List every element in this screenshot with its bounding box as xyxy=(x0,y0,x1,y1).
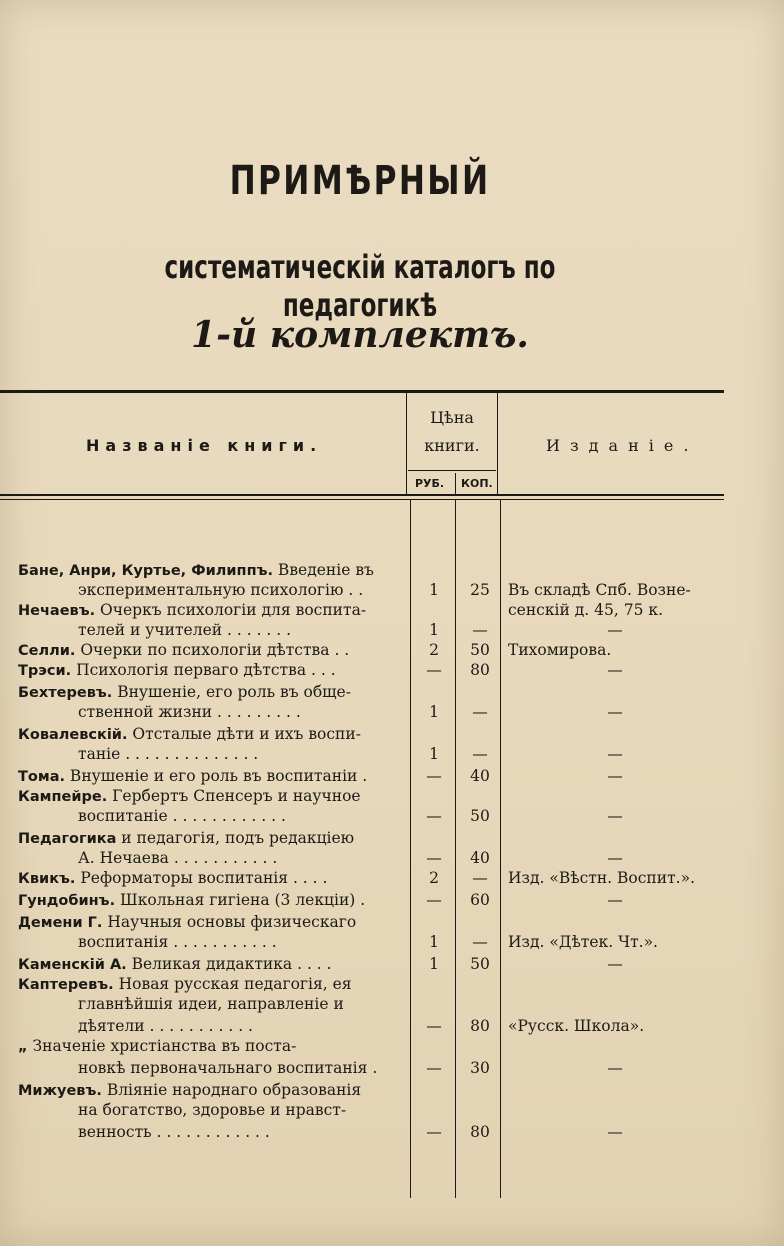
price-rub: 1 xyxy=(429,581,439,599)
table-row xyxy=(0,724,784,745)
price-kop: 25 xyxy=(470,581,490,599)
book-title-cell xyxy=(78,702,410,723)
price-kop: 80 xyxy=(470,1123,490,1141)
col-divider-price xyxy=(497,393,498,495)
book-title-cell xyxy=(78,1122,410,1143)
book-title-cell xyxy=(18,682,410,704)
edition-cell: — xyxy=(607,621,623,639)
book-title-cell xyxy=(78,620,410,641)
book-title-cell xyxy=(18,724,410,746)
book-title-cell xyxy=(18,954,410,976)
title-subtitle: систематическій каталогъ по педагогикѣ xyxy=(164,248,556,324)
book-author: Кампейре. xyxy=(18,789,108,805)
book-author: Демени Г. xyxy=(18,915,103,931)
book-author: Мижуевъ. xyxy=(18,1083,102,1099)
price-kop: 50 xyxy=(470,807,490,825)
price-rub: 1 xyxy=(429,703,439,721)
book-title: Новая русская педагогія, ея xyxy=(113,975,352,993)
price-rub: — xyxy=(426,767,442,785)
edition-cell: — xyxy=(607,703,623,721)
edition-cell: — xyxy=(607,849,623,867)
edition-cell: — xyxy=(607,661,623,679)
edition-cell: — xyxy=(607,767,623,785)
table-row xyxy=(0,682,784,703)
price-kop: 80 xyxy=(470,1017,490,1035)
book-author: Гундобинъ. xyxy=(18,893,116,909)
price-kop: 80 xyxy=(470,661,490,679)
book-title-cell xyxy=(18,560,410,582)
book-title-cell xyxy=(78,1016,410,1037)
table-row xyxy=(0,974,784,995)
book-title: воспитаніе . . . . . . . . . . . . xyxy=(78,807,286,825)
book-title-cell xyxy=(18,828,410,850)
book-title-cell xyxy=(78,848,410,869)
book-title: экспериментальную психологію . . xyxy=(78,581,364,599)
book-title: Психологія перваго дѣтства . . . xyxy=(71,661,336,679)
price-rub: 2 xyxy=(429,869,439,887)
book-title-cell xyxy=(18,974,410,996)
price-rub: — xyxy=(426,891,442,909)
table-row xyxy=(0,1080,784,1101)
header-kop: КОП. xyxy=(461,477,493,490)
table-row xyxy=(0,1100,784,1121)
book-title-cell xyxy=(18,890,410,912)
table-row xyxy=(0,848,784,869)
book-title-cell xyxy=(78,580,410,601)
header-rub: РУБ. xyxy=(415,477,445,490)
book-title-cell xyxy=(78,1100,410,1121)
book-title-cell xyxy=(18,868,410,890)
book-title: и педагогія, подъ редакціею xyxy=(116,829,355,847)
price-kop: — xyxy=(472,745,488,763)
book-title: Великая дидактика . . . . xyxy=(126,955,332,973)
book-author: Трэси. xyxy=(18,663,72,679)
price-rub: — xyxy=(426,849,442,867)
title-set: 1-й комплектъ. xyxy=(191,314,529,356)
table-row xyxy=(0,1016,784,1037)
table-row xyxy=(0,580,784,601)
price-kop: — xyxy=(472,869,488,887)
price-rub: — xyxy=(426,807,442,825)
book-author: Ковалевскій. xyxy=(18,727,128,743)
book-author: Селли. xyxy=(18,643,76,659)
book-author: Каптеревъ. xyxy=(18,977,114,993)
edition-cell: — xyxy=(607,1123,623,1141)
edition-cell: Изд. «Дѣтек. Чт.». xyxy=(508,933,658,951)
price-rub: 1 xyxy=(429,955,439,973)
table-row xyxy=(0,994,784,1015)
table-row xyxy=(0,744,784,765)
header-bottom-rule-1 xyxy=(0,494,724,496)
edition-cell: Въ складѣ Спб. Возне- xyxy=(508,581,691,599)
edition-cell: — xyxy=(607,1059,623,1077)
book-title-cell xyxy=(18,786,410,808)
price-kop: 30 xyxy=(470,1059,490,1077)
book-title-cell xyxy=(18,1036,410,1058)
book-title: главнѣйшія идеи, направленіе и xyxy=(78,995,344,1013)
book-title-cell xyxy=(18,660,410,682)
book-title: ственной жизни . . . . . . . . . xyxy=(78,703,301,721)
col-divider-name xyxy=(406,393,407,495)
book-title: новкѣ первоначальнаго воспитанія . xyxy=(78,1059,378,1077)
table-row xyxy=(0,786,784,807)
table-row xyxy=(0,560,784,581)
header-price-bottom: книги. xyxy=(424,436,480,455)
book-author: Нечаевъ. xyxy=(18,603,96,619)
price-rub: — xyxy=(426,1123,442,1141)
price-kop: 50 xyxy=(470,641,490,659)
book-title: венность . . . . . . . . . . . . xyxy=(78,1123,270,1141)
book-title-cell xyxy=(78,744,410,765)
book-title: Школьная гигіена (3 лекціи) . xyxy=(115,891,366,909)
table-row xyxy=(0,1122,784,1143)
price-rub: — xyxy=(426,661,442,679)
book-author: Педагогика xyxy=(18,831,117,847)
book-title: Научныя основы физическаго xyxy=(102,913,357,931)
price-rub: 1 xyxy=(429,745,439,763)
header-edition: Изданіе. xyxy=(546,436,699,455)
book-title-cell xyxy=(78,994,410,1015)
header-bottom-rule-2 xyxy=(0,499,724,500)
price-kop: 40 xyxy=(470,767,490,785)
edition-cell: сенскій д. 45, 75 к. xyxy=(508,601,664,619)
price-rub: 2 xyxy=(429,641,439,659)
table-row xyxy=(0,954,784,975)
price-kop: 40 xyxy=(470,849,490,867)
edition-cell: Тихомирова. xyxy=(508,641,612,659)
book-author: Бане, Анри, Куртье, Филиппъ. xyxy=(18,563,273,579)
table-row xyxy=(0,702,784,723)
book-title-cell xyxy=(78,806,410,827)
book-title: Очеркъ психологіи для воспита- xyxy=(95,601,367,619)
book-title-cell xyxy=(18,640,410,662)
header-price-top: Цѣна xyxy=(430,408,474,427)
book-title: Вліяніе народнаго образованія xyxy=(101,1081,362,1099)
edition-cell: «Русск. Школа». xyxy=(508,1017,645,1035)
table-row xyxy=(0,766,784,787)
header-name: Названіе книги. xyxy=(86,436,323,455)
table-row xyxy=(0,640,784,661)
book-title: Значеніе христіанства въ поста- xyxy=(27,1037,297,1055)
table-row xyxy=(0,1036,784,1057)
book-title-cell xyxy=(18,600,410,622)
price-kop: 60 xyxy=(470,891,490,909)
edition-cell: — xyxy=(607,745,623,763)
price-kop: — xyxy=(472,933,488,951)
book-title: Реформаторы воспитанія . . . . xyxy=(75,869,328,887)
book-title: Внушеніе, его роль въ обще- xyxy=(112,683,351,701)
book-title: А. Нечаева . . . . . . . . . . . xyxy=(78,849,278,867)
book-author: Каменскій А. xyxy=(18,957,127,973)
book-title: Очерки по психологіи дѣтства . . xyxy=(75,641,350,659)
col-divider-rub-kop xyxy=(455,473,456,495)
book-title-cell xyxy=(18,912,410,934)
table-row xyxy=(0,932,784,953)
book-title-cell xyxy=(18,766,410,788)
table-top-rule xyxy=(0,390,724,393)
book-title: воспитанія . . . . . . . . . . . xyxy=(78,933,277,951)
price-rub: — xyxy=(426,1059,442,1077)
table-row xyxy=(0,890,784,911)
price-rub: 1 xyxy=(429,933,439,951)
table-row xyxy=(0,600,784,621)
book-author: Бехтеревъ. xyxy=(18,685,113,701)
book-title-cell xyxy=(78,1058,410,1079)
book-title: Отсталые дѣти и ихъ воспи- xyxy=(127,725,361,743)
table-row xyxy=(0,912,784,933)
price-rub: 1 xyxy=(429,621,439,639)
edition-cell: — xyxy=(607,807,623,825)
edition-cell: — xyxy=(607,955,623,973)
price-kop: — xyxy=(472,621,488,639)
table-row xyxy=(0,828,784,849)
book-title: Гербертъ Спенсеръ и научное xyxy=(107,787,361,805)
edition-cell: — xyxy=(607,891,623,909)
book-author: „ xyxy=(18,1039,28,1055)
book-title: Введеніе въ xyxy=(273,561,374,579)
book-title: Внушеніе и его роль въ воспитаніи . xyxy=(65,767,368,785)
price-kop: — xyxy=(472,703,488,721)
edition-cell: Изд. «Вѣстн. Воспит.». xyxy=(508,869,696,887)
table-row xyxy=(0,620,784,641)
price-rub: — xyxy=(426,1017,442,1035)
price-kop: 50 xyxy=(470,955,490,973)
book-title-cell xyxy=(78,932,410,953)
table-row xyxy=(0,868,784,889)
book-title-cell xyxy=(18,1080,410,1102)
price-sub-rule xyxy=(408,470,496,471)
book-author: Тома. xyxy=(18,769,65,785)
table-row xyxy=(0,660,784,681)
book-title: дѣятели . . . . . . . . . . . xyxy=(78,1017,253,1035)
book-author: Квикъ. xyxy=(18,871,76,887)
book-title: на богатство, здоровье и нравст- xyxy=(78,1101,347,1119)
book-title: телей и учителей . . . . . . . xyxy=(78,621,292,639)
title-main: ПРИМѢРНЫЙ xyxy=(229,158,491,204)
book-title: таніе . . . . . . . . . . . . . . xyxy=(78,745,259,763)
table-row xyxy=(0,1058,784,1079)
table-row xyxy=(0,806,784,827)
